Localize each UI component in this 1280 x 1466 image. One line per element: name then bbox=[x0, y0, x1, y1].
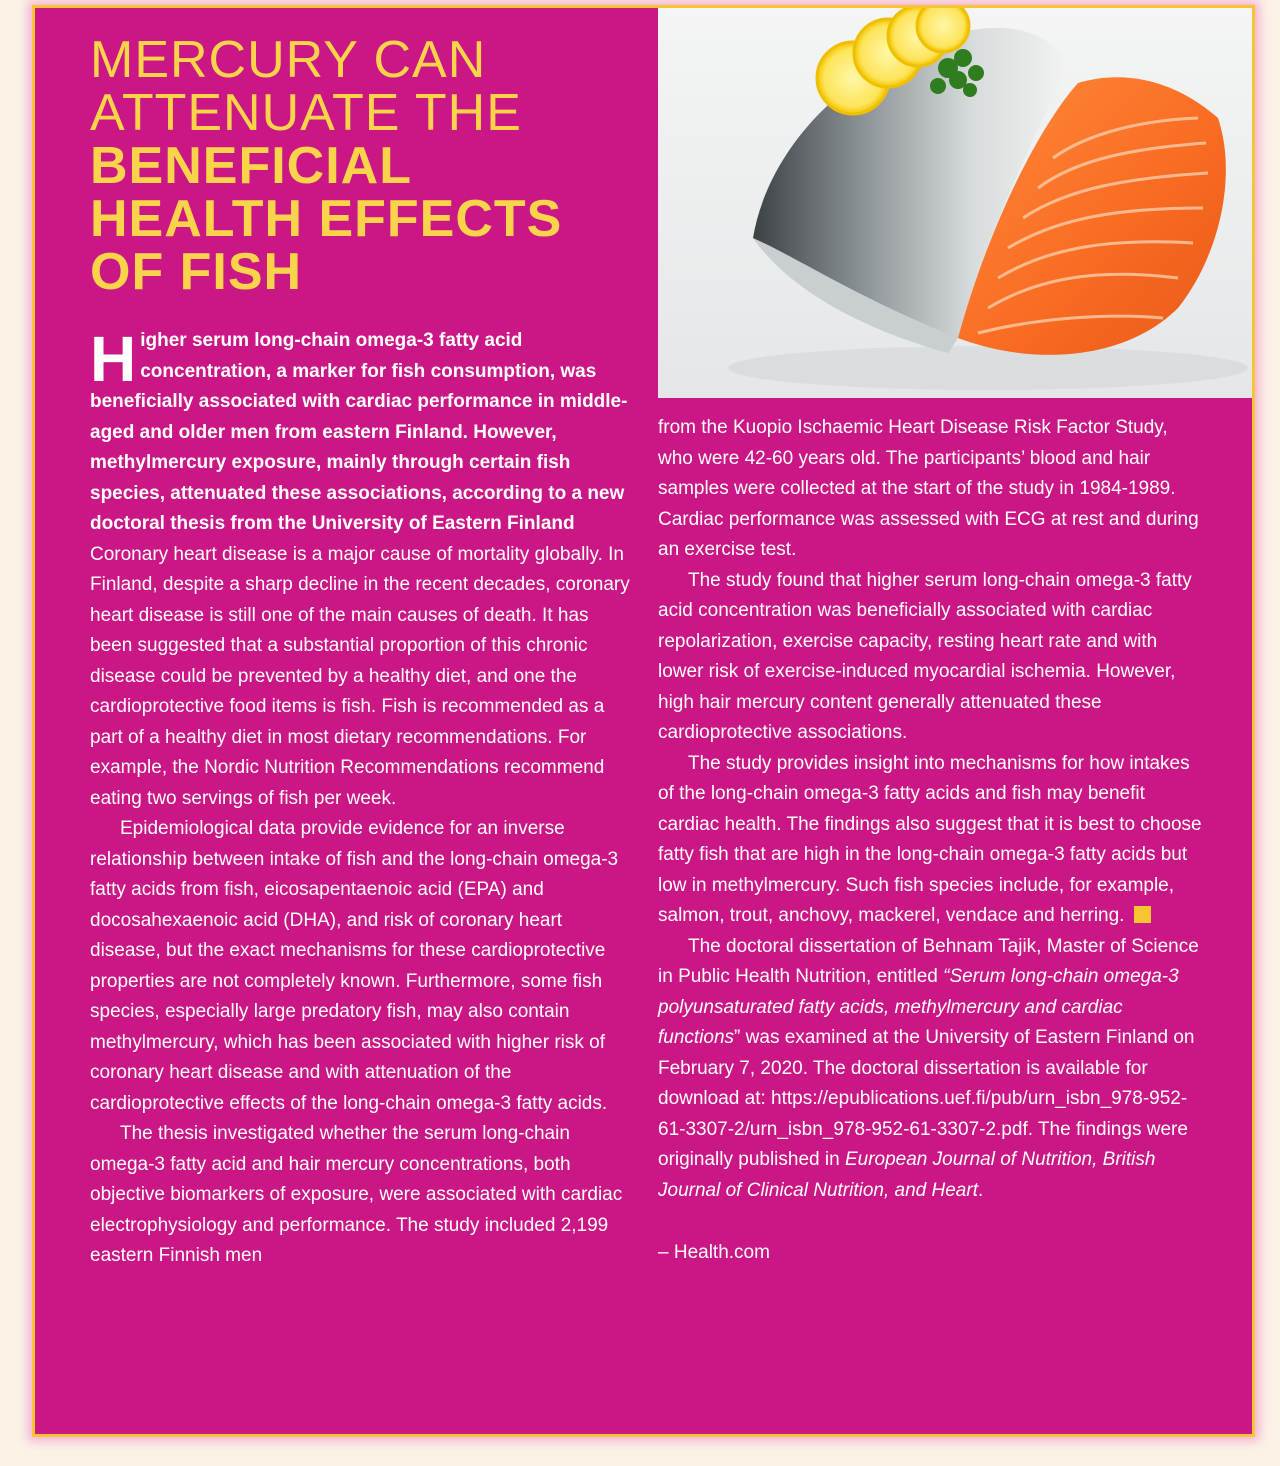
title-line: MERCURY CAN bbox=[90, 31, 487, 89]
lead-paragraph bbox=[90, 323, 635, 540]
right-column bbox=[658, 413, 1203, 1269]
drop-cap: H bbox=[90, 323, 137, 395]
title-line-bold: BENEFICIAL bbox=[90, 137, 412, 195]
lead-text: igher serum long-chain omega-3 fatty acid concentration, a marker for fish consumption, was beneficially associated with cardiac performance in middle-aged and older men from eastern Finland. However, methylmercury exposure, mainly through certain fish species, attenuated these associations, according to a new doctoral thesis from the University of Eastern Finland bbox=[90, 330, 628, 534]
body-paragraph: The thesis investigated whether the serum long-chain omega-3 fatty acid and hair mercury concentrations, both objective biomarkers of exposure, were associated with cardiac electrophysiology and performance. The study included 2,199 eastern Finnish men bbox=[90, 1123, 623, 1266]
body-text: The doctoral dissertation of Behnam Tajik, Master of Science in Public Health Nutrition, entitled bbox=[658, 935, 1199, 987]
title-line: ATTENUATE THE bbox=[90, 84, 522, 142]
source-credit: – Health.com bbox=[658, 1242, 770, 1263]
salmon-photo bbox=[658, 8, 1252, 398]
body-text: ” was examined at the University of Eastern Finland on February 7, 2020. The doctoral dissertation is available for download at: https://epublications.uef.fi/pub/urn_isbn_978-952-61-3307-2/urn_isbn_978-952-61-3307-2.pdf. The findings were originally published in bbox=[658, 1027, 1195, 1170]
body-paragraph bbox=[658, 749, 1203, 932]
body-paragraph: Coronary heart disease is a major cause of mortality globally. In Finland, despite a sharp decline in the recent decades, coronary heart disease is still one of the main causes of death. It has been suggested that a substantial proportion of this chronic disease could be prevented by a healthy diet, and one the cardioprotective food items is fish. Fish is recommended as a part of a healthy diet in most dietary recommendations. For example, the Nordic Nutrition Recommendations recommend eating two servings of fish per week. bbox=[90, 543, 630, 809]
dissertation-title: “Serum long-chain omega-3 polyunsaturated fatty acids, methylmercury and cardiac functions bbox=[658, 966, 1179, 1048]
body-paragraph: from the Kuopio Ischaemic Heart Disease Risk Factor Study, who were 42-60 years old. The participants’ blood and hair samples were collected at the start of the study in 1984-1989. Cardiac performance was assessed with ECG at rest and during an exercise test. bbox=[658, 417, 1199, 560]
left-column bbox=[90, 323, 635, 1272]
body-paragraph: Epidemiological data provide evidence for an inverse relationship between intake of fish and the long-chain omega-3 fatty acids from fish, eicosapentaenoic acid (EPA) and docosahexaenoic acid (DHA), and risk of coronary heart disease, but the exact mechanisms for these cardioprotective properties are not completely known. Furthermore, some fish species, especially large predatory fish, may also contain methylmercury, which has been associated with higher risk of coronary heart disease and with attenuation of the cardioprotective effects of the long-chain omega-3 fatty acids. bbox=[90, 818, 619, 1114]
journal-names: European Journal of Nutrition, British Journal of Clinical Nutrition, and Heart bbox=[658, 1149, 1156, 1201]
dissertation-paragraph bbox=[658, 932, 1203, 1207]
body-text: . bbox=[978, 1179, 984, 1201]
title-line-bold: OF FISH bbox=[90, 243, 303, 301]
body-paragraph: The study found that higher serum long-chain omega-3 fatty acid concentration was beneficially associated with cardiac repolarization, exercise capacity, resting heart rate and with lower risk of exercise-induced myocardial ischemia. However, high hair mercury content generally attenuated these cardioprotective associations. bbox=[658, 569, 1192, 743]
body-text: The study provides insight into mechanisms for how intakes of the long-chain omega-3 fatty acids and fish may benefit cardiac health. The findings also suggest that it is best to choose fatty fish that are high in the long-chain omega-3 fatty acids but low in methylmercury. Such fish species include, for example, salmon, trout, anchovy, mackerel, vendace and herring. bbox=[658, 752, 1202, 926]
article-title bbox=[90, 31, 650, 301]
salmon-fillet-icon bbox=[658, 8, 1252, 398]
article-page bbox=[32, 5, 1255, 1437]
end-mark-icon bbox=[1134, 906, 1151, 923]
title-line-bold: HEALTH EFFECTS bbox=[90, 190, 563, 248]
